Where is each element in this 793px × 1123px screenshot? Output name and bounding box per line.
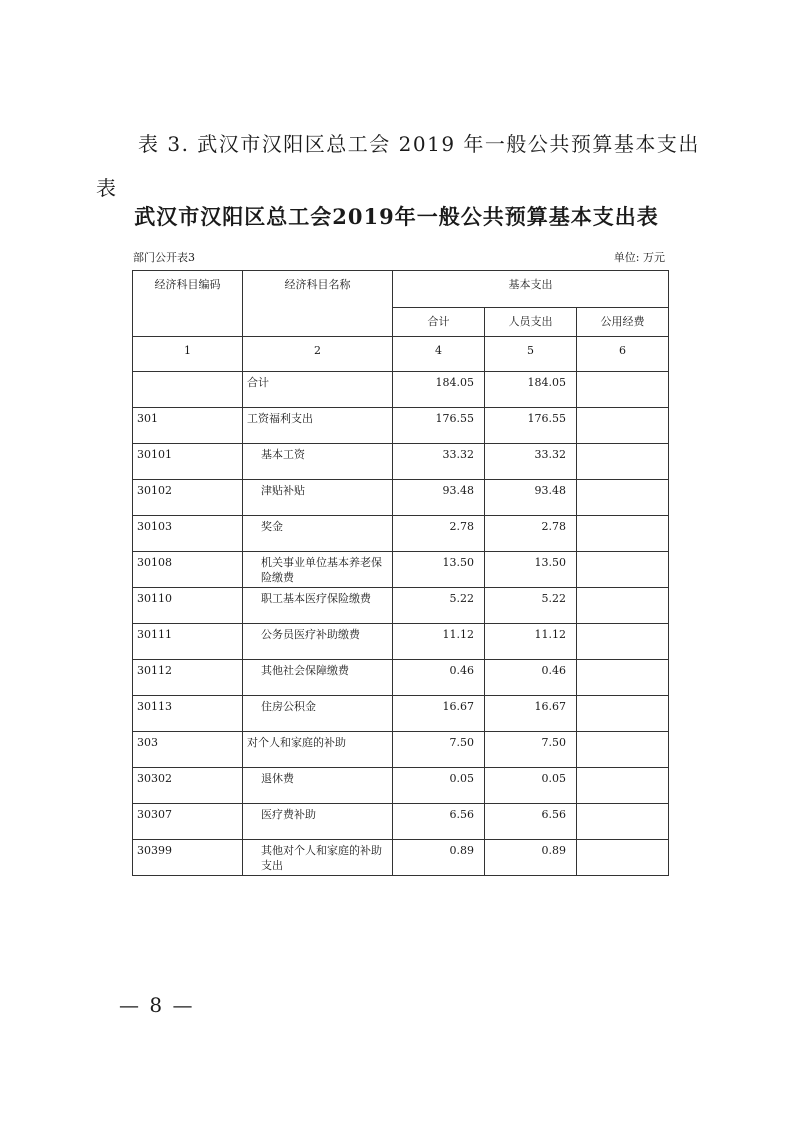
row-total: 5.22: [393, 588, 485, 624]
header-total: 合计: [393, 308, 485, 337]
row-code: 30108: [133, 552, 243, 588]
row-code: 30307: [133, 804, 243, 840]
header-num-total: 4: [393, 337, 485, 372]
table-row: [133, 660, 669, 696]
row-code: 30110: [133, 588, 243, 624]
row-total: 11.12: [393, 624, 485, 660]
row-personnel: 16.67: [485, 696, 577, 732]
table-row: [133, 480, 669, 516]
row-total: 16.67: [393, 696, 485, 732]
table-row: [133, 732, 669, 768]
header-code: 经济科目编码: [133, 271, 243, 337]
row-code: 303: [133, 732, 243, 768]
table-row: [133, 408, 669, 444]
row-code: [133, 372, 243, 408]
row-total: 2.78: [393, 516, 485, 552]
row-name: 职工基本医疗保险缴费: [243, 588, 393, 624]
section-heading-continuation: 表: [96, 176, 116, 200]
row-personnel: 6.56: [485, 804, 577, 840]
row-total: 0.46: [393, 660, 485, 696]
row-personnel: 7.50: [485, 732, 577, 768]
header-num-name: 2: [243, 337, 393, 372]
table-row: [133, 696, 669, 732]
row-total: 93.48: [393, 480, 485, 516]
header-num-public: 6: [577, 337, 669, 372]
row-public: [577, 768, 669, 804]
row-personnel: 0.05: [485, 768, 577, 804]
row-total: 0.05: [393, 768, 485, 804]
row-name: 机关事业单位基本养老保险缴费: [243, 552, 393, 588]
table-row: [133, 372, 669, 408]
row-public: [577, 516, 669, 552]
row-personnel: 0.89: [485, 840, 577, 876]
row-personnel: 93.48: [485, 480, 577, 516]
row-public: [577, 372, 669, 408]
table-title: 武汉市汉阳区总工会2019年一般公共预算基本支出表: [134, 204, 659, 229]
row-name: 其他对个人和家庭的补助支出: [243, 840, 393, 876]
row-total: 184.05: [393, 372, 485, 408]
table-row: [133, 588, 669, 624]
row-public: [577, 624, 669, 660]
row-public: [577, 732, 669, 768]
row-code: 30399: [133, 840, 243, 876]
row-name: 住房公积金: [243, 696, 393, 732]
row-code: 30103: [133, 516, 243, 552]
row-public: [577, 408, 669, 444]
row-name: 对个人和家庭的补助: [243, 732, 393, 768]
row-personnel: 184.05: [485, 372, 577, 408]
row-personnel: 0.46: [485, 660, 577, 696]
table-row: [133, 516, 669, 552]
table-row: [133, 840, 669, 876]
row-personnel: 176.55: [485, 408, 577, 444]
row-code: 30302: [133, 768, 243, 804]
row-name: 医疗费补助: [243, 804, 393, 840]
row-personnel: 13.50: [485, 552, 577, 588]
header-num-code: 1: [133, 337, 243, 372]
table-row: [133, 768, 669, 804]
row-personnel: 33.32: [485, 444, 577, 480]
row-total: 7.50: [393, 732, 485, 768]
table-row: [133, 804, 669, 840]
row-public: [577, 840, 669, 876]
table-row: [133, 624, 669, 660]
header-name: 经济科目名称: [243, 271, 393, 337]
row-total: 176.55: [393, 408, 485, 444]
table-header-row: [133, 271, 669, 308]
row-code: 301: [133, 408, 243, 444]
row-personnel: 11.12: [485, 624, 577, 660]
row-name: 公务员医疗补助缴费: [243, 624, 393, 660]
row-personnel: 2.78: [485, 516, 577, 552]
page-number: — 8 —: [119, 993, 195, 1017]
row-code: 30113: [133, 696, 243, 732]
row-public: [577, 552, 669, 588]
row-public: [577, 480, 669, 516]
row-code: 30102: [133, 480, 243, 516]
row-code: 30111: [133, 624, 243, 660]
row-name: 其他社会保障缴费: [243, 660, 393, 696]
row-total: 33.32: [393, 444, 485, 480]
header-public: 公用经费: [577, 308, 669, 337]
row-public: [577, 660, 669, 696]
row-name: 奖金: [243, 516, 393, 552]
row-name: 工资福利支出: [243, 408, 393, 444]
budget-table: [132, 270, 669, 876]
unit-label: 单位: 万元: [613, 251, 665, 264]
table-row: [133, 552, 669, 588]
row-personnel: 5.22: [485, 588, 577, 624]
row-total: 13.50: [393, 552, 485, 588]
table-number-row: [133, 337, 669, 372]
header-num-personnel: 5: [485, 337, 577, 372]
row-public: [577, 444, 669, 480]
row-name: 津贴补贴: [243, 480, 393, 516]
row-code: 30112: [133, 660, 243, 696]
row-code: 30101: [133, 444, 243, 480]
row-name: 基本工资: [243, 444, 393, 480]
row-public: [577, 588, 669, 624]
row-public: [577, 696, 669, 732]
header-basic-expenditure: 基本支出: [393, 271, 669, 308]
row-total: 6.56: [393, 804, 485, 840]
table-label: 部门公开表3: [133, 251, 195, 264]
row-name: 合计: [243, 372, 393, 408]
row-total: 0.89: [393, 840, 485, 876]
row-name: 退休费: [243, 768, 393, 804]
table-row: [133, 444, 669, 480]
row-public: [577, 804, 669, 840]
header-personnel: 人员支出: [485, 308, 577, 337]
section-heading: 表 3. 武汉市汉阳区总工会 2019 年一般公共预算基本支出: [138, 132, 700, 156]
